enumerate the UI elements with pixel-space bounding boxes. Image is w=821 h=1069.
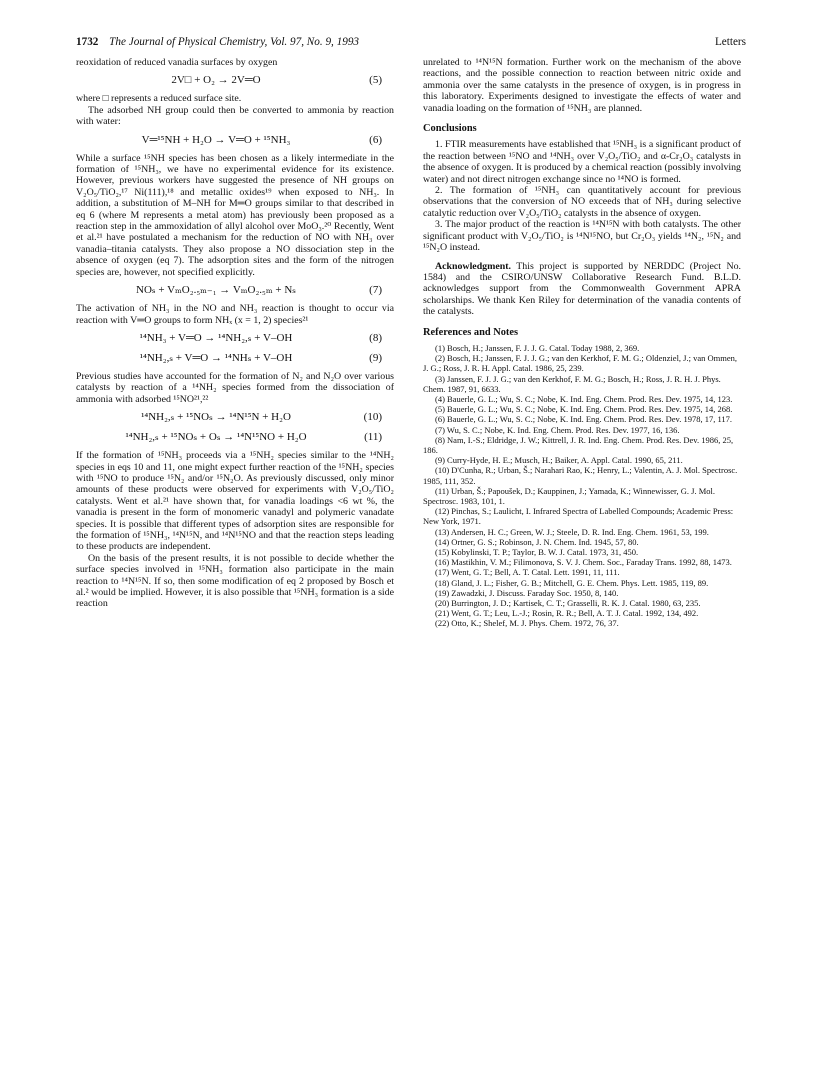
reference-item: (5) Bauerle, G. L.; Wu, S. C.; Nobe, K. Ind. Eng. Chem. Prod. Res. Dev. 1975, 14, 268. <box>435 404 733 415</box>
reference-item: (20) Burrington, J. D.; Kartisek, C. T.; Grasselli, R. K. J. Catal. 1980, 63, 235. <box>435 598 701 609</box>
paragraph: Previous studies have accounted for the formation of N₂ and N₂O over various catalysts by reaction of a ¹⁴NH₂ species formed from the dissociation of ammonia with adsorbed ¹⁵NO²¹,²² <box>76 370 394 405</box>
reference-item: (12) Pinchas, S.; Laulicht, I. Infrared Spectra of Labelled Compounds; Academic Press: New York, 1971. <box>423 506 734 527</box>
right-column <box>423 57 741 629</box>
reference-item: (13) Andersen, H. C.; Green, W. J.; Steele, D. R. Ind. Eng. Chem. 1961, 53, 199. <box>435 526 709 537</box>
reference-item: (18) Gland, J. L.; Fisher, G. B.; Mitchell, G. E. Chem. Phys. Lett. 1985, 119, 89. <box>435 577 709 588</box>
paragraph: where □ represents a reduced surface site. <box>76 93 242 105</box>
reference-item: (22) Otto, K.; Shelef, M. J. Phys. Chem. 1972, 76, 37. <box>435 618 619 629</box>
paragraph: The adsorbed NH group could then be converted to ammonia by reaction with water: <box>76 104 394 128</box>
section-label: Letters <box>714 36 746 48</box>
reference-item: (8) Nam, I.-S.; Eldridge, J. W.; Kittrell, J. R. Ind. Eng. Chem. Prod. Res. Dev. 1986, 25, 186. <box>423 434 734 455</box>
reference-item: (15) Kobylinski, T. P.; Taylor, B. W. J. Catal. 1973, 31, 450. <box>435 547 639 557</box>
paragraph: unrelated to ¹⁴N¹⁵N formation. Further work on the mechanism of the above reactions, and the possible connection to reaction between nitric oxide and ammonia over the same catalysts in the presence of oxygen, is in progress in this laboratory. Experiments designed to investigate the effects of water and vanadia loading on the formation of ¹⁵NH₃ are planned. <box>423 57 741 114</box>
conclusion-item: 2. The formation of ¹⁵NH₃ can quantitatively account for previous observations that the conversion of NO exceeds that of NH₃ during selective catalytic reduction over V₂O₅/TiO₂ catalysts in the absence of oxygen. <box>423 185 741 219</box>
conclusion-item: 3. The major product of the reaction is ¹⁴N¹⁵N with both catalysts. The other significant product with V₂O₅/TiO₂ is ¹⁴N¹⁵NO, but Cr₂O₃ yields ¹⁴N₂, ¹⁵N₂ and ¹⁵N₂O instead. <box>423 219 741 254</box>
equation-10 <box>76 410 394 424</box>
reference-item: (14) Ortner, G. S.; Robinson, J. N. Chem. Ind. 1945, 57, 80. <box>435 536 639 547</box>
acknowledgment-text: This project is supported by NERDDC (Project No. 1584) and the CSIRO/UNSW Collaborative Research Fund. B.L.D. acknowledges support from the Commonwealth Government APRA scholarships. We thank Ken Riley for determination of the vanadia contents of the catalysts. <box>423 260 741 318</box>
equation-number: (11) <box>364 431 382 444</box>
equation-text: ¹⁴NH₂,ₛ + V═O → ¹⁴NHₛ + V–OH <box>139 351 293 364</box>
acknowledgment-heading: Acknowledgment. <box>435 260 511 272</box>
reference-item: (17) Went, G. T.; Bell, A. T. Catal. Lett. 1991, 11, 111. <box>435 567 620 578</box>
equation-text: V═¹⁵NH + H₂O → V═O + ¹⁵NH₃ <box>141 133 291 146</box>
paragraph: On the basis of the present results, it is not possible to decide whether the surface species involved in ¹⁵NH₃ formation also participate in the main reaction to ¹⁴N¹⁵N. If so, then some modification of eq 2 proposed by Bosch et al.² would be implied. However, it is also possible that ¹⁵NH₃ formation is a side reaction <box>76 552 394 610</box>
equation-6 <box>76 133 394 147</box>
reference-item: (1) Bosch, H.; Janssen, F. J. J. G. Catal. Today 1988, 2, 369. <box>435 342 640 353</box>
reference-item: (3) Janssen, F. J. J. G.; van den Kerkhof, F. M. G.; Bosch, H.; Ross, J. R. H. J. Phys. Chem. 1987, 91, 6633. <box>423 373 721 394</box>
equation-number: (10) <box>363 411 382 424</box>
conclusion-item: 1. FTIR measurements have established that ¹⁵NH₃ is a significant product of the reaction between ¹⁵NO and ¹⁴NH₃ over V₂O₅/TiO₂ and α-Cr₂O₃ catalysts in the absence of oxygen. It is produced by a chemical reaction (possibly involving water) and not direct nitrogen exchange since no ¹⁴NO is formed. <box>423 139 741 185</box>
page-number: 1732 <box>76 36 99 48</box>
paragraph: The activation of NH₃ in the NO and NH₃ reaction is thought to occur via reaction with V═O groups to form NHₓ (x = 1, 2) species²¹ <box>76 303 394 326</box>
reference-item: (9) Curry-Hyde, H. E.; Musch, H.; Baiker, A. Appl. Catal. 1990, 65, 211. <box>435 455 683 466</box>
equation-8 <box>76 331 394 345</box>
reference-item: (16) Mastikhin, V. M.; Filimonova, S. V. J. Chem. Soc., Faraday Trans. 1992, 88, 1473. <box>435 557 732 568</box>
equation-5 <box>76 73 394 87</box>
equation-9 <box>76 351 394 365</box>
equation-7 <box>76 283 394 297</box>
equation-number: (5) <box>369 74 382 87</box>
equation-number: (6) <box>369 133 382 146</box>
conclusions-heading: Conclusions <box>423 123 477 135</box>
equation-text: ¹⁴NH₂,ₛ + ¹⁵NOₛ + Oₛ → ¹⁴N¹⁵NO + H₂O <box>125 431 307 444</box>
paragraph: While a surface ¹⁵NH species has been chosen as a likely intermediate in the formation of ¹⁵NH₃, we have no experimental evidence for its existence. However, previous workers have suggested the presence of NH groups on V₂O₅/TiO₂,¹⁷ Ni(111),¹⁸ and metallic oxides¹⁹ when exposed to NH₃. In addition, a substitution of M–NH for M═O groups similar to that described in eq 6 (where M represents a metal atom) has previously been proposed as a reaction step in the ammoxidation of allyl alcohol over MoO₃.²⁰ Recently, Went et al.²¹ have postulated a mechanism for the reduction of NO with NH₃ over vanadia–titania catalysts. They also propose a NO dissociation step in the absence of oxygen (eq 7). The adsorption sites and the form of the nitrogen species are, however, not specified explicitly. <box>76 152 394 278</box>
equation-text: ¹⁴NH₂,ₛ + ¹⁵NOₛ → ¹⁴N¹⁵N + H₂O <box>141 411 291 424</box>
references-heading: References and Notes <box>423 326 519 338</box>
equation-number: (9) <box>369 351 382 364</box>
reference-item: (19) Zawadzki, J. Discuss. Faraday Soc. 1950, 8, 140. <box>435 587 619 598</box>
equation-number: (7) <box>369 284 382 297</box>
reference-item: (21) Went, G. T.; Leu, L.-J.; Rosin, R. R.; Bell, A. T. J. Catal. 1992, 134, 492. <box>435 608 699 619</box>
reference-item: (2) Bosch, H.; Janssen, F. J. J. G.; van den Kerkhof, F. M. G.; Oldenziel, J.; van Ommen, J. G.; Ross, J. R. H. Appl. Catal. 1986, 25, 239. <box>423 353 738 374</box>
reference-item: (11) Urban, Š.; Papoušek, D.; Kauppinen, J.; Yamada, K.; Winnewisser, G. J. Mol. Spectrosc. 1983, 101, 1. <box>423 485 716 506</box>
journal-citation: The Journal of Physical Chemistry, Vol. 97, No. 9, 1993 <box>109 36 360 48</box>
equation-number: (8) <box>369 331 382 344</box>
reference-item: (6) Bauerle, G. L.; Wu, S. C.; Nobe, K. Ind. Eng. Chem. Prod. Res. Dev. 1978, 17, 117. <box>435 414 733 425</box>
acknowledgment <box>423 261 741 318</box>
equation-text: NOₛ + VₘO₂.₅ₘ₋₁ → VₘO₂.₅ₘ + Nₛ <box>136 284 296 297</box>
reference-item: (10) D'Cunha, R.; Urban, Š.; Narahari Rao, K.; Henry, L.; Valentin, A. J. Mol. Spectrosc. 1985, 111, 352. <box>423 465 738 486</box>
reference-item: (4) Bauerle, G. L.; Wu, S. C.; Nobe, K. Ind. Eng. Chem. Prod. Res. Dev. 1975, 14, 123. <box>435 393 733 404</box>
references-list <box>423 343 741 629</box>
equation-text: 2V□ + O₂ → 2V═O <box>171 74 261 87</box>
reference-item: (7) Wu, S. C.; Nobe, K. Ind. Eng. Chem. Prod. Res. Dev. 1977, 16, 136. <box>435 424 680 435</box>
paragraph: reoxidation of reduced vanadia surfaces by oxygen <box>76 57 278 68</box>
running-head <box>76 34 746 50</box>
equation-text: ¹⁴NH₃ + V═O → ¹⁴NH₂,ₛ + V–OH <box>139 331 293 344</box>
equation-11 <box>76 430 394 444</box>
paragraph: If the formation of ¹⁵NH₃ proceeds via a ¹⁵NH₂ species similar to the ¹⁴NH₂ species in eqs 10 and 11, one might expect further reaction of the ¹⁵NH₂ species with ¹⁵NO to produce ¹⁵N₂ and/or ¹⁵N₂O. As previously discussed, only minor amounts of these products were observed for experiments with V₂O₅/TiO₂ catalysts. Went et al.²¹ have shown that, for vanadia loadings <6 wt %, the vanadia is present in the form of monomeric vanadyl and polymeric vanadate species. It is possible that different types of adsorption sites are responsible for the formation of ¹⁵NH₃, ¹⁴N¹⁵N, and ¹⁴N¹⁵NO and that the reaction steps leading to these products are independent. <box>76 450 394 553</box>
left-column <box>76 57 394 610</box>
